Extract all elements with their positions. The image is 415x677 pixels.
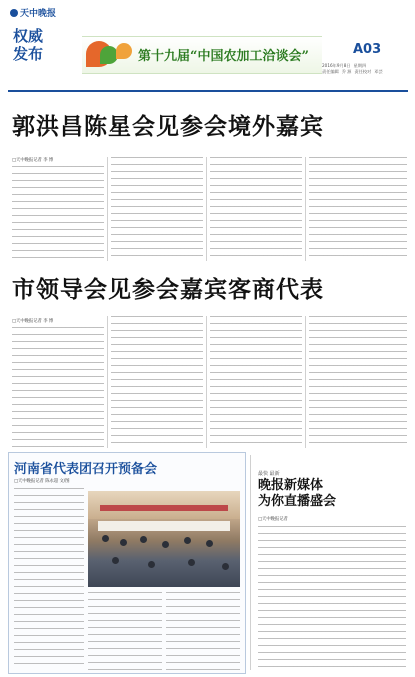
photo-person xyxy=(184,537,191,544)
column-divider xyxy=(305,316,306,448)
photo-banner xyxy=(100,505,228,511)
article2-column-2 xyxy=(111,316,203,447)
article4-headline-line1: 晚报新媒体 xyxy=(258,478,324,493)
issue-weekday: 星期四 xyxy=(353,63,367,68)
expo-banner xyxy=(82,36,322,74)
article3-column-3 xyxy=(166,592,240,670)
article1-headline: 郭洪昌陈星会见参会境外嘉宾 xyxy=(12,113,324,140)
column-divider xyxy=(107,157,108,261)
photo-person xyxy=(222,563,229,570)
article2-column-1 xyxy=(12,327,104,447)
article1-column-1 xyxy=(12,166,104,262)
article2-headline: 市领导会见参会嘉宾客商代表 xyxy=(12,276,324,303)
photo-person xyxy=(140,536,147,543)
section-title-line1: 权威 xyxy=(13,27,44,45)
column-divider xyxy=(206,316,207,448)
photo-person xyxy=(148,561,155,568)
column-divider xyxy=(206,157,207,261)
article1-column-3 xyxy=(210,157,302,262)
article4-headline-line2: 为你直播盛会 xyxy=(258,494,337,509)
column-divider xyxy=(250,455,251,670)
proofreader-label: 责任校对 xyxy=(354,69,372,74)
banner-title: 第十九届“中国农加工洽谈会” xyxy=(138,49,309,64)
column-divider xyxy=(107,316,108,448)
conference-photo xyxy=(88,491,240,587)
photo-person xyxy=(188,559,195,566)
article4-kicker: 最快 最新 xyxy=(258,471,280,477)
logo-mark-icon xyxy=(10,9,18,17)
paper-logo xyxy=(10,6,56,19)
article1-column-2 xyxy=(111,157,203,262)
page-number: A03 xyxy=(353,42,382,57)
article3-headline: 河南省代表团召开预备会 xyxy=(14,462,158,477)
page-meta xyxy=(322,63,410,75)
banner-leaf-icon xyxy=(116,43,132,59)
article4-byline: □天中晚报记者 xyxy=(258,517,288,522)
section-title-line2: 发布 xyxy=(13,45,44,63)
article2-column-4 xyxy=(309,316,407,447)
photo-person xyxy=(120,539,127,546)
article4-body xyxy=(258,526,406,670)
proofreader-name: 邓芸 xyxy=(374,69,383,74)
paper-name: 天中晚报 xyxy=(20,9,57,19)
article1-column-4 xyxy=(309,157,407,262)
article1-byline: □天中晚报记者 李 博 xyxy=(12,158,54,163)
editor-label: 责任编辑 xyxy=(322,69,339,74)
photo-person xyxy=(206,540,213,547)
header-rule xyxy=(8,90,408,92)
article3-byline: □天中晚报记者 陈永超 文/图 xyxy=(14,479,70,484)
photo-person xyxy=(112,557,119,564)
article2-column-3 xyxy=(210,316,302,447)
issue-date: 2016年9月8日 xyxy=(322,63,351,68)
article2-byline: □天中晚报记者 李 博 xyxy=(12,319,54,324)
photo-table xyxy=(98,521,230,531)
column-divider xyxy=(305,157,306,261)
section-title xyxy=(13,27,43,63)
photo-person xyxy=(102,535,109,542)
photo-person xyxy=(162,541,169,548)
article4-headline xyxy=(258,478,336,510)
article3-column-1 xyxy=(14,488,84,668)
article3-column-2 xyxy=(88,592,162,670)
editor-name: 乔 源 xyxy=(341,69,352,74)
